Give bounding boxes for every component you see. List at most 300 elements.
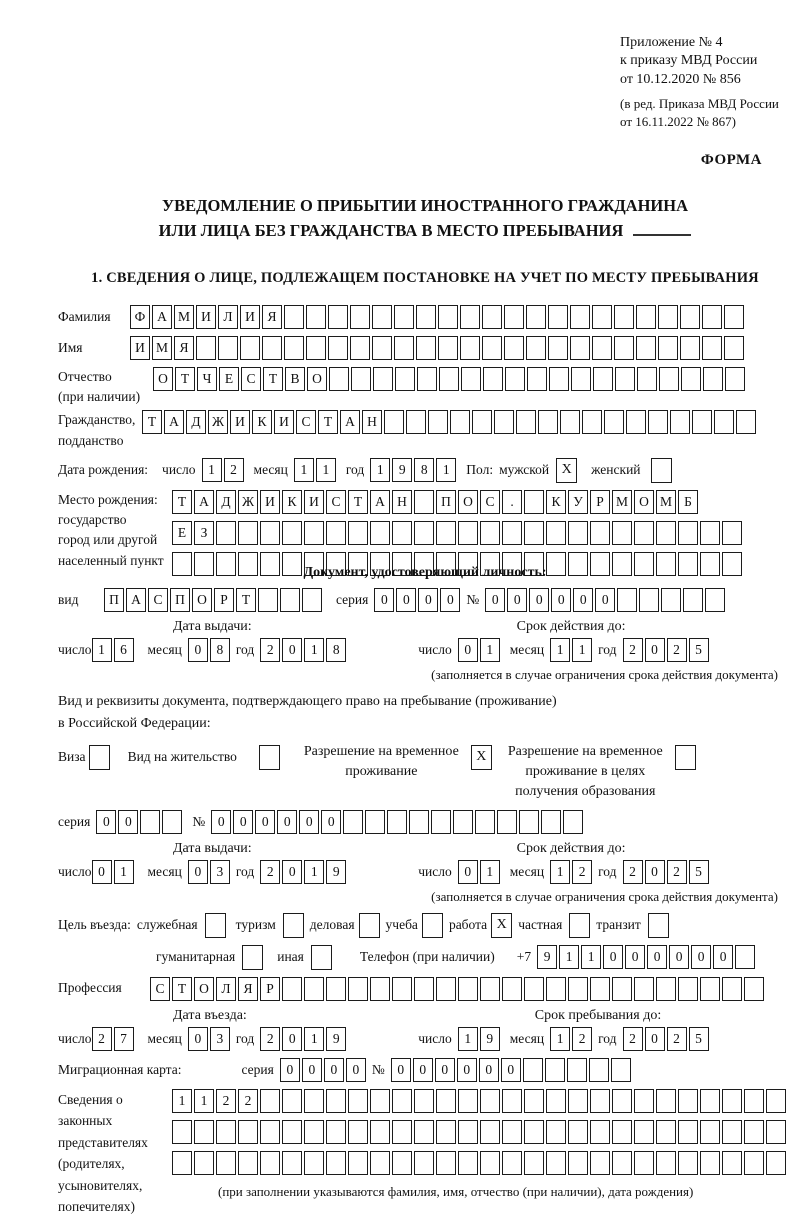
char-cell[interactable] bbox=[238, 521, 258, 545]
char-cell[interactable]: Л bbox=[218, 305, 238, 329]
char-cell[interactable] bbox=[590, 977, 610, 1001]
char-cell[interactable]: З bbox=[194, 521, 214, 545]
char-cell[interactable]: Н bbox=[392, 490, 412, 514]
char-cell[interactable]: 3 bbox=[210, 1027, 230, 1051]
char-cell[interactable] bbox=[480, 521, 500, 545]
char-cell[interactable] bbox=[670, 410, 690, 434]
char-cell[interactable]: 5 bbox=[689, 638, 709, 662]
char-cell[interactable]: М bbox=[152, 336, 172, 360]
char-cell[interactable] bbox=[326, 977, 346, 1001]
char-cell[interactable]: 8 bbox=[414, 458, 434, 482]
char-cell[interactable] bbox=[387, 810, 407, 834]
char-cell[interactable] bbox=[392, 1120, 412, 1144]
char-cell[interactable] bbox=[436, 521, 456, 545]
char-cell[interactable]: 0 bbox=[418, 588, 438, 612]
char-cell[interactable]: 0 bbox=[645, 860, 665, 884]
char-cell[interactable] bbox=[626, 410, 646, 434]
char-cell[interactable]: С bbox=[326, 490, 346, 514]
stay-year-boxes[interactable] bbox=[623, 1027, 709, 1051]
char-cell[interactable]: 0 bbox=[485, 588, 505, 612]
id-valid-month-boxes[interactable] bbox=[550, 638, 592, 662]
char-cell[interactable] bbox=[394, 336, 414, 360]
char-cell[interactable]: 2 bbox=[572, 860, 592, 884]
char-cell[interactable]: 5 bbox=[689, 860, 709, 884]
char-cell[interactable] bbox=[326, 521, 346, 545]
char-cell[interactable] bbox=[328, 336, 348, 360]
char-cell[interactable] bbox=[702, 336, 722, 360]
char-cell[interactable] bbox=[348, 1089, 368, 1113]
char-cell[interactable] bbox=[282, 552, 302, 576]
char-cell[interactable] bbox=[348, 1120, 368, 1144]
char-cell[interactable]: 1 bbox=[316, 458, 336, 482]
char-cell[interactable] bbox=[744, 977, 764, 1001]
char-cell[interactable]: 0 bbox=[713, 945, 733, 969]
char-cell[interactable] bbox=[648, 410, 668, 434]
char-cell[interactable]: 0 bbox=[188, 638, 208, 662]
char-cell[interactable] bbox=[326, 1120, 346, 1144]
char-cell[interactable]: 1 bbox=[458, 1027, 478, 1051]
char-cell[interactable] bbox=[480, 1089, 500, 1113]
char-cell[interactable] bbox=[656, 521, 676, 545]
char-cell[interactable] bbox=[524, 490, 544, 514]
purpose-private-checkbox[interactable] bbox=[569, 913, 590, 938]
char-cell[interactable] bbox=[194, 552, 214, 576]
res-issue-month-boxes[interactable] bbox=[188, 860, 230, 884]
surname-boxes[interactable] bbox=[130, 305, 744, 329]
char-cell[interactable] bbox=[350, 305, 370, 329]
char-cell[interactable]: И bbox=[240, 305, 260, 329]
char-cell[interactable]: Т bbox=[348, 490, 368, 514]
res-issue-year-boxes[interactable] bbox=[260, 860, 346, 884]
birth-place-boxes-row1[interactable] bbox=[172, 490, 742, 514]
char-cell[interactable] bbox=[568, 1120, 588, 1144]
purpose-official-checkbox[interactable] bbox=[205, 913, 226, 938]
representatives-boxes-row1[interactable] bbox=[172, 1089, 786, 1113]
char-cell[interactable] bbox=[634, 1120, 654, 1144]
char-cell[interactable]: 2 bbox=[667, 638, 687, 662]
char-cell[interactable] bbox=[306, 336, 326, 360]
char-cell[interactable] bbox=[523, 1058, 543, 1082]
char-cell[interactable]: 0 bbox=[280, 1058, 300, 1082]
char-cell[interactable]: 0 bbox=[573, 588, 593, 612]
char-cell[interactable]: С bbox=[241, 367, 261, 391]
char-cell[interactable]: П bbox=[104, 588, 124, 612]
char-cell[interactable]: О bbox=[634, 490, 654, 514]
char-cell[interactable] bbox=[482, 336, 502, 360]
char-cell[interactable] bbox=[392, 521, 412, 545]
char-cell[interactable] bbox=[524, 1089, 544, 1113]
char-cell[interactable] bbox=[458, 977, 478, 1001]
char-cell[interactable] bbox=[546, 552, 566, 576]
char-cell[interactable] bbox=[304, 1120, 324, 1144]
char-cell[interactable] bbox=[384, 410, 404, 434]
res-series-boxes[interactable] bbox=[96, 810, 182, 834]
char-cell[interactable] bbox=[258, 588, 278, 612]
char-cell[interactable] bbox=[140, 810, 160, 834]
char-cell[interactable]: 1 bbox=[304, 1027, 324, 1051]
char-cell[interactable]: 0 bbox=[440, 588, 460, 612]
char-cell[interactable]: 0 bbox=[691, 945, 711, 969]
birth-day-boxes[interactable] bbox=[202, 458, 244, 482]
char-cell[interactable]: А bbox=[126, 588, 146, 612]
char-cell[interactable] bbox=[617, 588, 637, 612]
char-cell[interactable] bbox=[592, 305, 612, 329]
char-cell[interactable] bbox=[744, 1120, 764, 1144]
char-cell[interactable]: 1 bbox=[559, 945, 579, 969]
female-checkbox[interactable] bbox=[651, 458, 672, 483]
char-cell[interactable] bbox=[612, 1120, 632, 1144]
char-cell[interactable]: А bbox=[370, 490, 390, 514]
char-cell[interactable]: Л bbox=[216, 977, 236, 1001]
char-cell[interactable]: 0 bbox=[669, 945, 689, 969]
birth-year-boxes[interactable] bbox=[370, 458, 456, 482]
char-cell[interactable] bbox=[571, 367, 591, 391]
char-cell[interactable]: 1 bbox=[581, 945, 601, 969]
char-cell[interactable] bbox=[703, 367, 723, 391]
char-cell[interactable] bbox=[475, 810, 495, 834]
char-cell[interactable]: 0 bbox=[458, 638, 478, 662]
char-cell[interactable]: 9 bbox=[392, 458, 412, 482]
char-cell[interactable] bbox=[548, 336, 568, 360]
char-cell[interactable] bbox=[284, 336, 304, 360]
char-cell[interactable] bbox=[567, 1058, 587, 1082]
char-cell[interactable] bbox=[612, 521, 632, 545]
char-cell[interactable] bbox=[438, 336, 458, 360]
char-cell[interactable]: 2 bbox=[260, 860, 280, 884]
char-cell[interactable] bbox=[656, 552, 676, 576]
char-cell[interactable] bbox=[428, 410, 448, 434]
char-cell[interactable] bbox=[678, 521, 698, 545]
id-issue-day-boxes[interactable] bbox=[92, 638, 134, 662]
char-cell[interactable] bbox=[592, 336, 612, 360]
char-cell[interactable] bbox=[218, 336, 238, 360]
char-cell[interactable]: 9 bbox=[480, 1027, 500, 1051]
char-cell[interactable] bbox=[541, 810, 561, 834]
purpose-business-checkbox[interactable] bbox=[359, 913, 380, 938]
char-cell[interactable] bbox=[656, 977, 676, 1001]
char-cell[interactable] bbox=[343, 810, 363, 834]
char-cell[interactable] bbox=[260, 552, 280, 576]
char-cell[interactable] bbox=[392, 977, 412, 1001]
char-cell[interactable] bbox=[453, 810, 473, 834]
char-cell[interactable] bbox=[370, 521, 390, 545]
char-cell[interactable]: 1 bbox=[92, 638, 112, 662]
char-cell[interactable]: 9 bbox=[537, 945, 557, 969]
char-cell[interactable]: В bbox=[285, 367, 305, 391]
char-cell[interactable]: 0 bbox=[211, 810, 231, 834]
res-valid-day-boxes[interactable] bbox=[458, 860, 500, 884]
char-cell[interactable]: 8 bbox=[326, 638, 346, 662]
char-cell[interactable]: Т bbox=[318, 410, 338, 434]
char-cell[interactable] bbox=[392, 1089, 412, 1113]
char-cell[interactable]: Ч bbox=[197, 367, 217, 391]
char-cell[interactable] bbox=[546, 977, 566, 1001]
char-cell[interactable]: 0 bbox=[277, 810, 297, 834]
char-cell[interactable]: Я bbox=[174, 336, 194, 360]
char-cell[interactable] bbox=[526, 305, 546, 329]
char-cell[interactable] bbox=[705, 588, 725, 612]
char-cell[interactable]: 6 bbox=[114, 638, 134, 662]
profession-boxes[interactable] bbox=[150, 977, 764, 1001]
id-issue-month-boxes[interactable] bbox=[188, 638, 230, 662]
patronymic-boxes[interactable] bbox=[153, 367, 745, 391]
char-cell[interactable]: 0 bbox=[282, 860, 302, 884]
visa-checkbox[interactable] bbox=[89, 745, 110, 770]
purpose-transit-checkbox[interactable] bbox=[648, 913, 669, 938]
char-cell[interactable]: У bbox=[568, 490, 588, 514]
char-cell[interactable] bbox=[678, 552, 698, 576]
char-cell[interactable] bbox=[461, 367, 481, 391]
char-cell[interactable] bbox=[722, 552, 742, 576]
char-cell[interactable]: 0 bbox=[458, 860, 478, 884]
char-cell[interactable]: 0 bbox=[645, 638, 665, 662]
char-cell[interactable]: О bbox=[194, 977, 214, 1001]
char-cell[interactable] bbox=[480, 977, 500, 1001]
char-cell[interactable]: 0 bbox=[255, 810, 275, 834]
char-cell[interactable]: 0 bbox=[625, 945, 645, 969]
char-cell[interactable] bbox=[326, 1089, 346, 1113]
char-cell[interactable]: Б bbox=[678, 490, 698, 514]
char-cell[interactable] bbox=[659, 367, 679, 391]
char-cell[interactable] bbox=[480, 1120, 500, 1144]
char-cell[interactable] bbox=[365, 810, 385, 834]
char-cell[interactable]: 1 bbox=[436, 458, 456, 482]
char-cell[interactable]: О bbox=[458, 490, 478, 514]
char-cell[interactable]: Я bbox=[238, 977, 258, 1001]
char-cell[interactable] bbox=[736, 410, 756, 434]
char-cell[interactable] bbox=[460, 305, 480, 329]
char-cell[interactable] bbox=[590, 552, 610, 576]
char-cell[interactable] bbox=[692, 410, 712, 434]
char-cell[interactable]: 0 bbox=[321, 810, 341, 834]
char-cell[interactable]: С bbox=[150, 977, 170, 1001]
char-cell[interactable]: И bbox=[260, 490, 280, 514]
char-cell[interactable] bbox=[304, 977, 324, 1001]
char-cell[interactable] bbox=[394, 305, 414, 329]
res-issue-day-boxes[interactable] bbox=[92, 860, 134, 884]
char-cell[interactable] bbox=[568, 1089, 588, 1113]
char-cell[interactable] bbox=[680, 305, 700, 329]
char-cell[interactable]: Т bbox=[175, 367, 195, 391]
char-cell[interactable]: Т bbox=[142, 410, 162, 434]
char-cell[interactable] bbox=[431, 810, 451, 834]
char-cell[interactable] bbox=[482, 305, 502, 329]
char-cell[interactable] bbox=[172, 1120, 192, 1144]
char-cell[interactable] bbox=[722, 977, 742, 1001]
char-cell[interactable]: 0 bbox=[529, 588, 549, 612]
char-cell[interactable] bbox=[614, 305, 634, 329]
char-cell[interactable] bbox=[414, 1120, 434, 1144]
char-cell[interactable]: 2 bbox=[572, 1027, 592, 1051]
char-cell[interactable] bbox=[328, 305, 348, 329]
char-cell[interactable] bbox=[766, 1089, 786, 1113]
char-cell[interactable]: П bbox=[170, 588, 190, 612]
char-cell[interactable]: 0 bbox=[551, 588, 571, 612]
phone-boxes[interactable] bbox=[537, 945, 755, 969]
char-cell[interactable] bbox=[568, 552, 588, 576]
char-cell[interactable] bbox=[417, 367, 437, 391]
char-cell[interactable]: Н bbox=[362, 410, 382, 434]
char-cell[interactable]: 9 bbox=[326, 860, 346, 884]
char-cell[interactable] bbox=[524, 977, 544, 1001]
char-cell[interactable]: 2 bbox=[623, 860, 643, 884]
char-cell[interactable] bbox=[304, 521, 324, 545]
char-cell[interactable]: 0 bbox=[647, 945, 667, 969]
char-cell[interactable]: 1 bbox=[194, 1089, 214, 1113]
char-cell[interactable] bbox=[436, 1089, 456, 1113]
char-cell[interactable]: 2 bbox=[238, 1089, 258, 1113]
char-cell[interactable] bbox=[370, 1089, 390, 1113]
char-cell[interactable] bbox=[722, 1089, 742, 1113]
char-cell[interactable]: Е bbox=[172, 521, 192, 545]
char-cell[interactable] bbox=[658, 305, 678, 329]
entry-day-boxes[interactable] bbox=[92, 1027, 134, 1051]
char-cell[interactable]: М bbox=[656, 490, 676, 514]
char-cell[interactable] bbox=[306, 305, 326, 329]
char-cell[interactable]: 7 bbox=[114, 1027, 134, 1051]
char-cell[interactable] bbox=[395, 367, 415, 391]
entry-month-boxes[interactable] bbox=[188, 1027, 230, 1051]
char-cell[interactable] bbox=[714, 410, 734, 434]
id-number-boxes[interactable] bbox=[485, 588, 725, 612]
char-cell[interactable]: И bbox=[304, 490, 324, 514]
char-cell[interactable]: 0 bbox=[479, 1058, 499, 1082]
stay-day-boxes[interactable] bbox=[458, 1027, 500, 1051]
char-cell[interactable] bbox=[678, 1089, 698, 1113]
char-cell[interactable] bbox=[216, 552, 236, 576]
char-cell[interactable] bbox=[563, 810, 583, 834]
char-cell[interactable]: 1 bbox=[202, 458, 222, 482]
char-cell[interactable] bbox=[735, 945, 755, 969]
char-cell[interactable]: Д bbox=[186, 410, 206, 434]
char-cell[interactable] bbox=[196, 336, 216, 360]
char-cell[interactable]: И bbox=[130, 336, 150, 360]
char-cell[interactable]: Р bbox=[214, 588, 234, 612]
char-cell[interactable]: П bbox=[436, 490, 456, 514]
char-cell[interactable] bbox=[570, 305, 590, 329]
char-cell[interactable] bbox=[282, 1120, 302, 1144]
char-cell[interactable]: И bbox=[274, 410, 294, 434]
char-cell[interactable] bbox=[416, 305, 436, 329]
char-cell[interactable] bbox=[414, 1089, 434, 1113]
char-cell[interactable]: 0 bbox=[96, 810, 116, 834]
char-cell[interactable] bbox=[636, 305, 656, 329]
char-cell[interactable] bbox=[458, 521, 478, 545]
char-cell[interactable] bbox=[450, 410, 470, 434]
char-cell[interactable] bbox=[348, 521, 368, 545]
mig-series-boxes[interactable] bbox=[280, 1058, 366, 1082]
char-cell[interactable] bbox=[483, 367, 503, 391]
char-cell[interactable] bbox=[546, 1120, 566, 1144]
char-cell[interactable] bbox=[702, 305, 722, 329]
char-cell[interactable] bbox=[722, 521, 742, 545]
char-cell[interactable] bbox=[524, 521, 544, 545]
char-cell[interactable]: 1 bbox=[550, 1027, 570, 1051]
char-cell[interactable]: 2 bbox=[667, 1027, 687, 1051]
char-cell[interactable]: 0 bbox=[282, 638, 302, 662]
char-cell[interactable]: 8 bbox=[210, 638, 230, 662]
char-cell[interactable] bbox=[370, 977, 390, 1001]
char-cell[interactable] bbox=[516, 410, 536, 434]
char-cell[interactable] bbox=[238, 552, 258, 576]
id-valid-day-boxes[interactable] bbox=[458, 638, 500, 662]
purpose-tourism-checkbox[interactable] bbox=[283, 913, 304, 938]
char-cell[interactable]: 0 bbox=[396, 588, 416, 612]
char-cell[interactable]: 0 bbox=[282, 1027, 302, 1051]
char-cell[interactable]: 0 bbox=[413, 1058, 433, 1082]
char-cell[interactable] bbox=[414, 490, 434, 514]
char-cell[interactable] bbox=[526, 336, 546, 360]
res-number-boxes[interactable] bbox=[211, 810, 583, 834]
char-cell[interactable]: 1 bbox=[370, 458, 390, 482]
char-cell[interactable]: Ж bbox=[208, 410, 228, 434]
char-cell[interactable] bbox=[519, 810, 539, 834]
id-issue-year-boxes[interactable] bbox=[260, 638, 346, 662]
char-cell[interactable] bbox=[661, 588, 681, 612]
char-cell[interactable]: С bbox=[296, 410, 316, 434]
char-cell[interactable]: 2 bbox=[623, 1027, 643, 1051]
res-valid-year-boxes[interactable] bbox=[623, 860, 709, 884]
char-cell[interactable]: 0 bbox=[188, 1027, 208, 1051]
char-cell[interactable] bbox=[414, 521, 434, 545]
char-cell[interactable] bbox=[639, 588, 659, 612]
char-cell[interactable] bbox=[548, 305, 568, 329]
char-cell[interactable]: К bbox=[546, 490, 566, 514]
char-cell[interactable] bbox=[636, 336, 656, 360]
char-cell[interactable] bbox=[700, 1120, 720, 1144]
char-cell[interactable]: Ф bbox=[130, 305, 150, 329]
char-cell[interactable]: 2 bbox=[224, 458, 244, 482]
char-cell[interactable] bbox=[436, 977, 456, 1001]
char-cell[interactable] bbox=[438, 305, 458, 329]
char-cell[interactable] bbox=[593, 367, 613, 391]
char-cell[interactable] bbox=[560, 410, 580, 434]
char-cell[interactable]: 1 bbox=[304, 638, 324, 662]
char-cell[interactable]: А bbox=[152, 305, 172, 329]
char-cell[interactable] bbox=[260, 521, 280, 545]
char-cell[interactable]: 0 bbox=[324, 1058, 344, 1082]
char-cell[interactable] bbox=[527, 367, 547, 391]
doc-type-boxes[interactable] bbox=[104, 588, 322, 612]
char-cell[interactable]: К bbox=[282, 490, 302, 514]
char-cell[interactable] bbox=[439, 367, 459, 391]
char-cell[interactable] bbox=[590, 1089, 610, 1113]
res-valid-month-boxes[interactable] bbox=[550, 860, 592, 884]
char-cell[interactable] bbox=[238, 1120, 258, 1144]
stay-month-boxes[interactable] bbox=[550, 1027, 592, 1051]
char-cell[interactable]: 1 bbox=[572, 638, 592, 662]
char-cell[interactable] bbox=[612, 977, 632, 1001]
id-series-boxes[interactable] bbox=[374, 588, 460, 612]
residence-permit-checkbox[interactable] bbox=[259, 745, 280, 770]
char-cell[interactable]: 0 bbox=[299, 810, 319, 834]
char-cell[interactable]: А bbox=[340, 410, 360, 434]
char-cell[interactable] bbox=[678, 977, 698, 1001]
char-cell[interactable] bbox=[766, 1120, 786, 1144]
char-cell[interactable] bbox=[604, 410, 624, 434]
char-cell[interactable]: Ж bbox=[238, 490, 258, 514]
temp-residence-checkbox[interactable]: X bbox=[471, 745, 492, 770]
char-cell[interactable]: Т bbox=[172, 490, 192, 514]
char-cell[interactable] bbox=[472, 410, 492, 434]
representatives-boxes-row2[interactable] bbox=[172, 1120, 786, 1144]
char-cell[interactable] bbox=[570, 336, 590, 360]
char-cell[interactable] bbox=[284, 305, 304, 329]
char-cell[interactable] bbox=[497, 810, 517, 834]
char-cell[interactable] bbox=[612, 1089, 632, 1113]
char-cell[interactable] bbox=[280, 588, 300, 612]
char-cell[interactable]: 2 bbox=[623, 638, 643, 662]
